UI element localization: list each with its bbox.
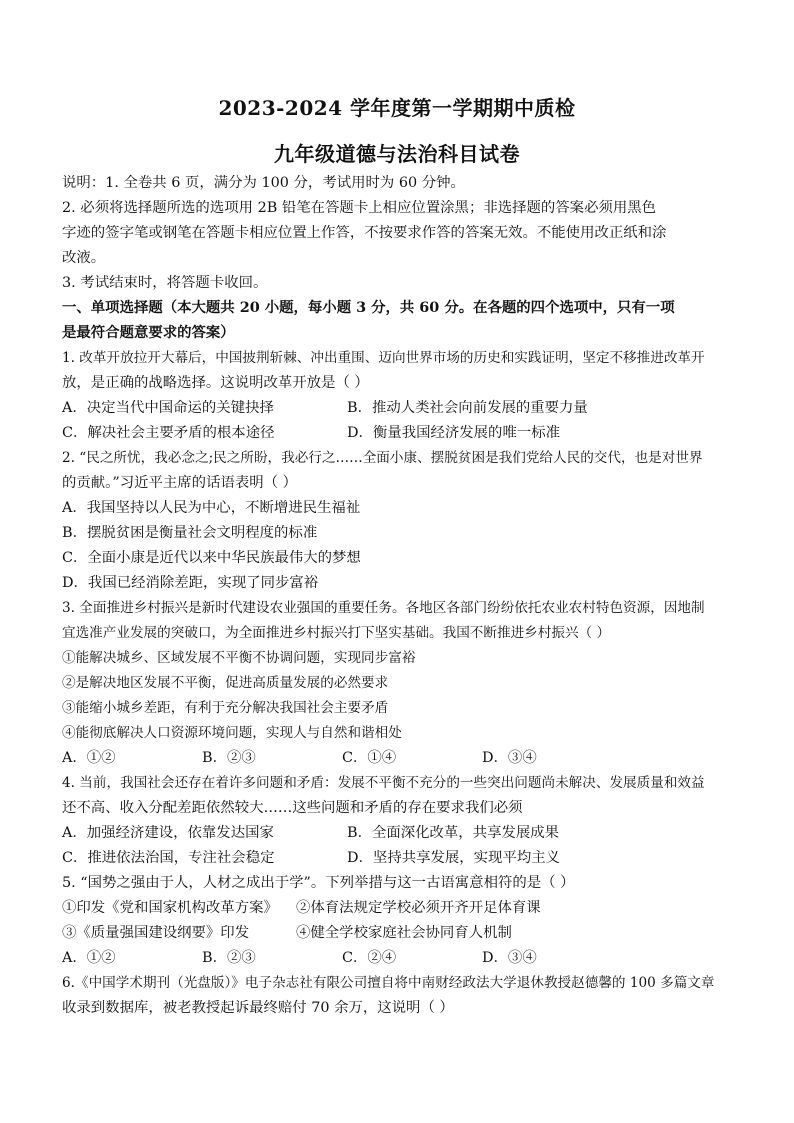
question-3-option-b: B．②③ bbox=[202, 750, 256, 766]
question-4-option-a: A．加强经济建设，依靠发达国家 bbox=[62, 825, 274, 841]
section-heading: 一、单项选择题（本大题共 20 小题，每小题 3 分，共 60 分。在各题的四个选项中，只有一项 bbox=[62, 299, 675, 316]
section-heading: 是最符合题意要求的答案） bbox=[62, 324, 235, 341]
question-3-item: ③能缩小城乡差距，有利于充分解决我国社会主要矛盾 bbox=[62, 700, 389, 716]
instruction-line: 字迹的签字笔或钢笔在答题卡相应位置上作答，不按要求作答的答案无效。不能使用改正纸和涂 bbox=[62, 225, 667, 241]
question-2-option-b: B．摆脱贫困是衡量社会文明程度的标准 bbox=[62, 525, 318, 541]
instruction-line: 改液。 bbox=[62, 250, 106, 266]
question-3-item: ④能彻底解决人口资源环境问题，实现人与自然和谐相处 bbox=[62, 725, 402, 741]
question-5-item: ②体育法规定学校必须开齐开足体育课 bbox=[296, 900, 541, 916]
exam-title: 2023-2024 学年度第一学期期中质检 bbox=[218, 96, 576, 120]
question-2-option-c: C．全面小康是近代以来中华民族最伟大的梦想 bbox=[62, 550, 361, 566]
question-5-option-a: A．①② bbox=[62, 950, 116, 966]
question-3-stem: 宜选准产业发展的突破口，为全面推进乡村振兴打下坚实基础。我国不断推进乡村振兴（ ） bbox=[62, 625, 611, 641]
question-1-option-a: A．决定当代中国命运的关键抉择 bbox=[62, 400, 274, 416]
question-5-option-c: C．②④ bbox=[342, 950, 397, 966]
question-2-stem: 2. “民之所忧，我必念之;民之所盼，我必行之……全面小康、摆脱贫困是我们党给人民的交代，也是对世界 bbox=[62, 450, 703, 466]
instruction-line: 2. 必须将选择题所选的选项用 2B 铅笔在答题卡上相应位置涂黑；非选择题的答案必须用黑色 bbox=[62, 200, 657, 216]
question-1-stem: 1. 改革开放拉开大幕后，中国披荆斩棘、冲出重围、迈向世界市场的历史和实践证明，坚定不移推进改革开 bbox=[62, 350, 705, 366]
question-2-stem: 的贡献。”习近平主席的话语表明（ ） bbox=[62, 475, 297, 491]
question-5-stem: 5. “国势之强由于人，人材之成出于学”。下列举措与这一古语寓意相符的是（ ） bbox=[62, 875, 575, 891]
question-6-stem: 6.《中国学术期刊（光盘版）》电子杂志社有限公司擅自将中南财经政法大学退休教授赵德馨的 100 多篇文章 bbox=[62, 975, 715, 991]
question-3-item: ②是解决地区发展不平衡，促进高质量发展的必然要求 bbox=[62, 675, 389, 691]
question-5-option-b: B．②③ bbox=[202, 950, 256, 966]
question-1-stem: 放，是正确的战略选择。这说明改革开放是（ ） bbox=[62, 375, 369, 391]
question-4-option-d: D．坚持共享发展，实现平均主义 bbox=[347, 850, 561, 866]
question-1-option-b: B．推动人类社会向前发展的重要力量 bbox=[347, 400, 588, 416]
question-1-option-c: C．解决社会主要矛盾的根本途径 bbox=[62, 425, 275, 441]
question-5-item: ④健全学校家庭社会协同育人机制 bbox=[296, 925, 512, 941]
question-3-stem: 3. 全面推进乡村振兴是新时代建设农业强国的重要任务。各地区各部门纷纷依托农业农村特色资源，因地制 bbox=[62, 600, 705, 616]
question-5-item: ①印发《党和国家机构改革方案》 bbox=[62, 900, 278, 916]
question-3-option-c: C．①④ bbox=[342, 750, 397, 766]
question-6-stem: 收录到数据库，被老教授起诉最终赔付 70 余万，这说明（ ） bbox=[62, 1000, 454, 1016]
question-4-option-b: B．全面深化改革，共享发展成果 bbox=[347, 825, 560, 841]
question-4-stem: 4. 当前，我国社会还存在着许多问题和矛盾：发展不平衡不充分的一些突出问题尚未解决、发展质量和效益 bbox=[62, 775, 705, 791]
question-5-option-d: D．③④ bbox=[482, 950, 537, 966]
question-1-option-d: D．衡量我国经济发展的唯一标准 bbox=[347, 425, 561, 441]
question-3-option-d: D．③④ bbox=[482, 750, 537, 766]
question-3-option-a: A．①② bbox=[62, 750, 116, 766]
question-5-item: ③《质量强国建设纲要》印发 bbox=[62, 925, 250, 941]
question-4-stem: 还不高、收入分配差距依然较大……这些问题和矛盾的存在要求我们必须 bbox=[62, 800, 523, 816]
question-4-option-c: C．推进依法治国，专注社会稳定 bbox=[62, 850, 275, 866]
exam-subtitle: 九年级道德与法治科目试卷 bbox=[274, 142, 520, 166]
question-2-option-d: D．我国已经消除差距，实现了同步富裕 bbox=[62, 575, 319, 591]
instruction-line: 3. 考试结束时，将答题卡收回。 bbox=[62, 275, 268, 291]
instruction-line: 说明：1. 全卷共 6 页，满分为 100 分，考试用时为 60 分钟。 bbox=[62, 175, 465, 191]
question-3-item: ①能解决城乡、区域发展不平衡不协调问题，实现同步富裕 bbox=[62, 650, 416, 666]
question-2-option-a: A．我国坚持以人民为中心，不断增进民生福祉 bbox=[62, 500, 361, 516]
